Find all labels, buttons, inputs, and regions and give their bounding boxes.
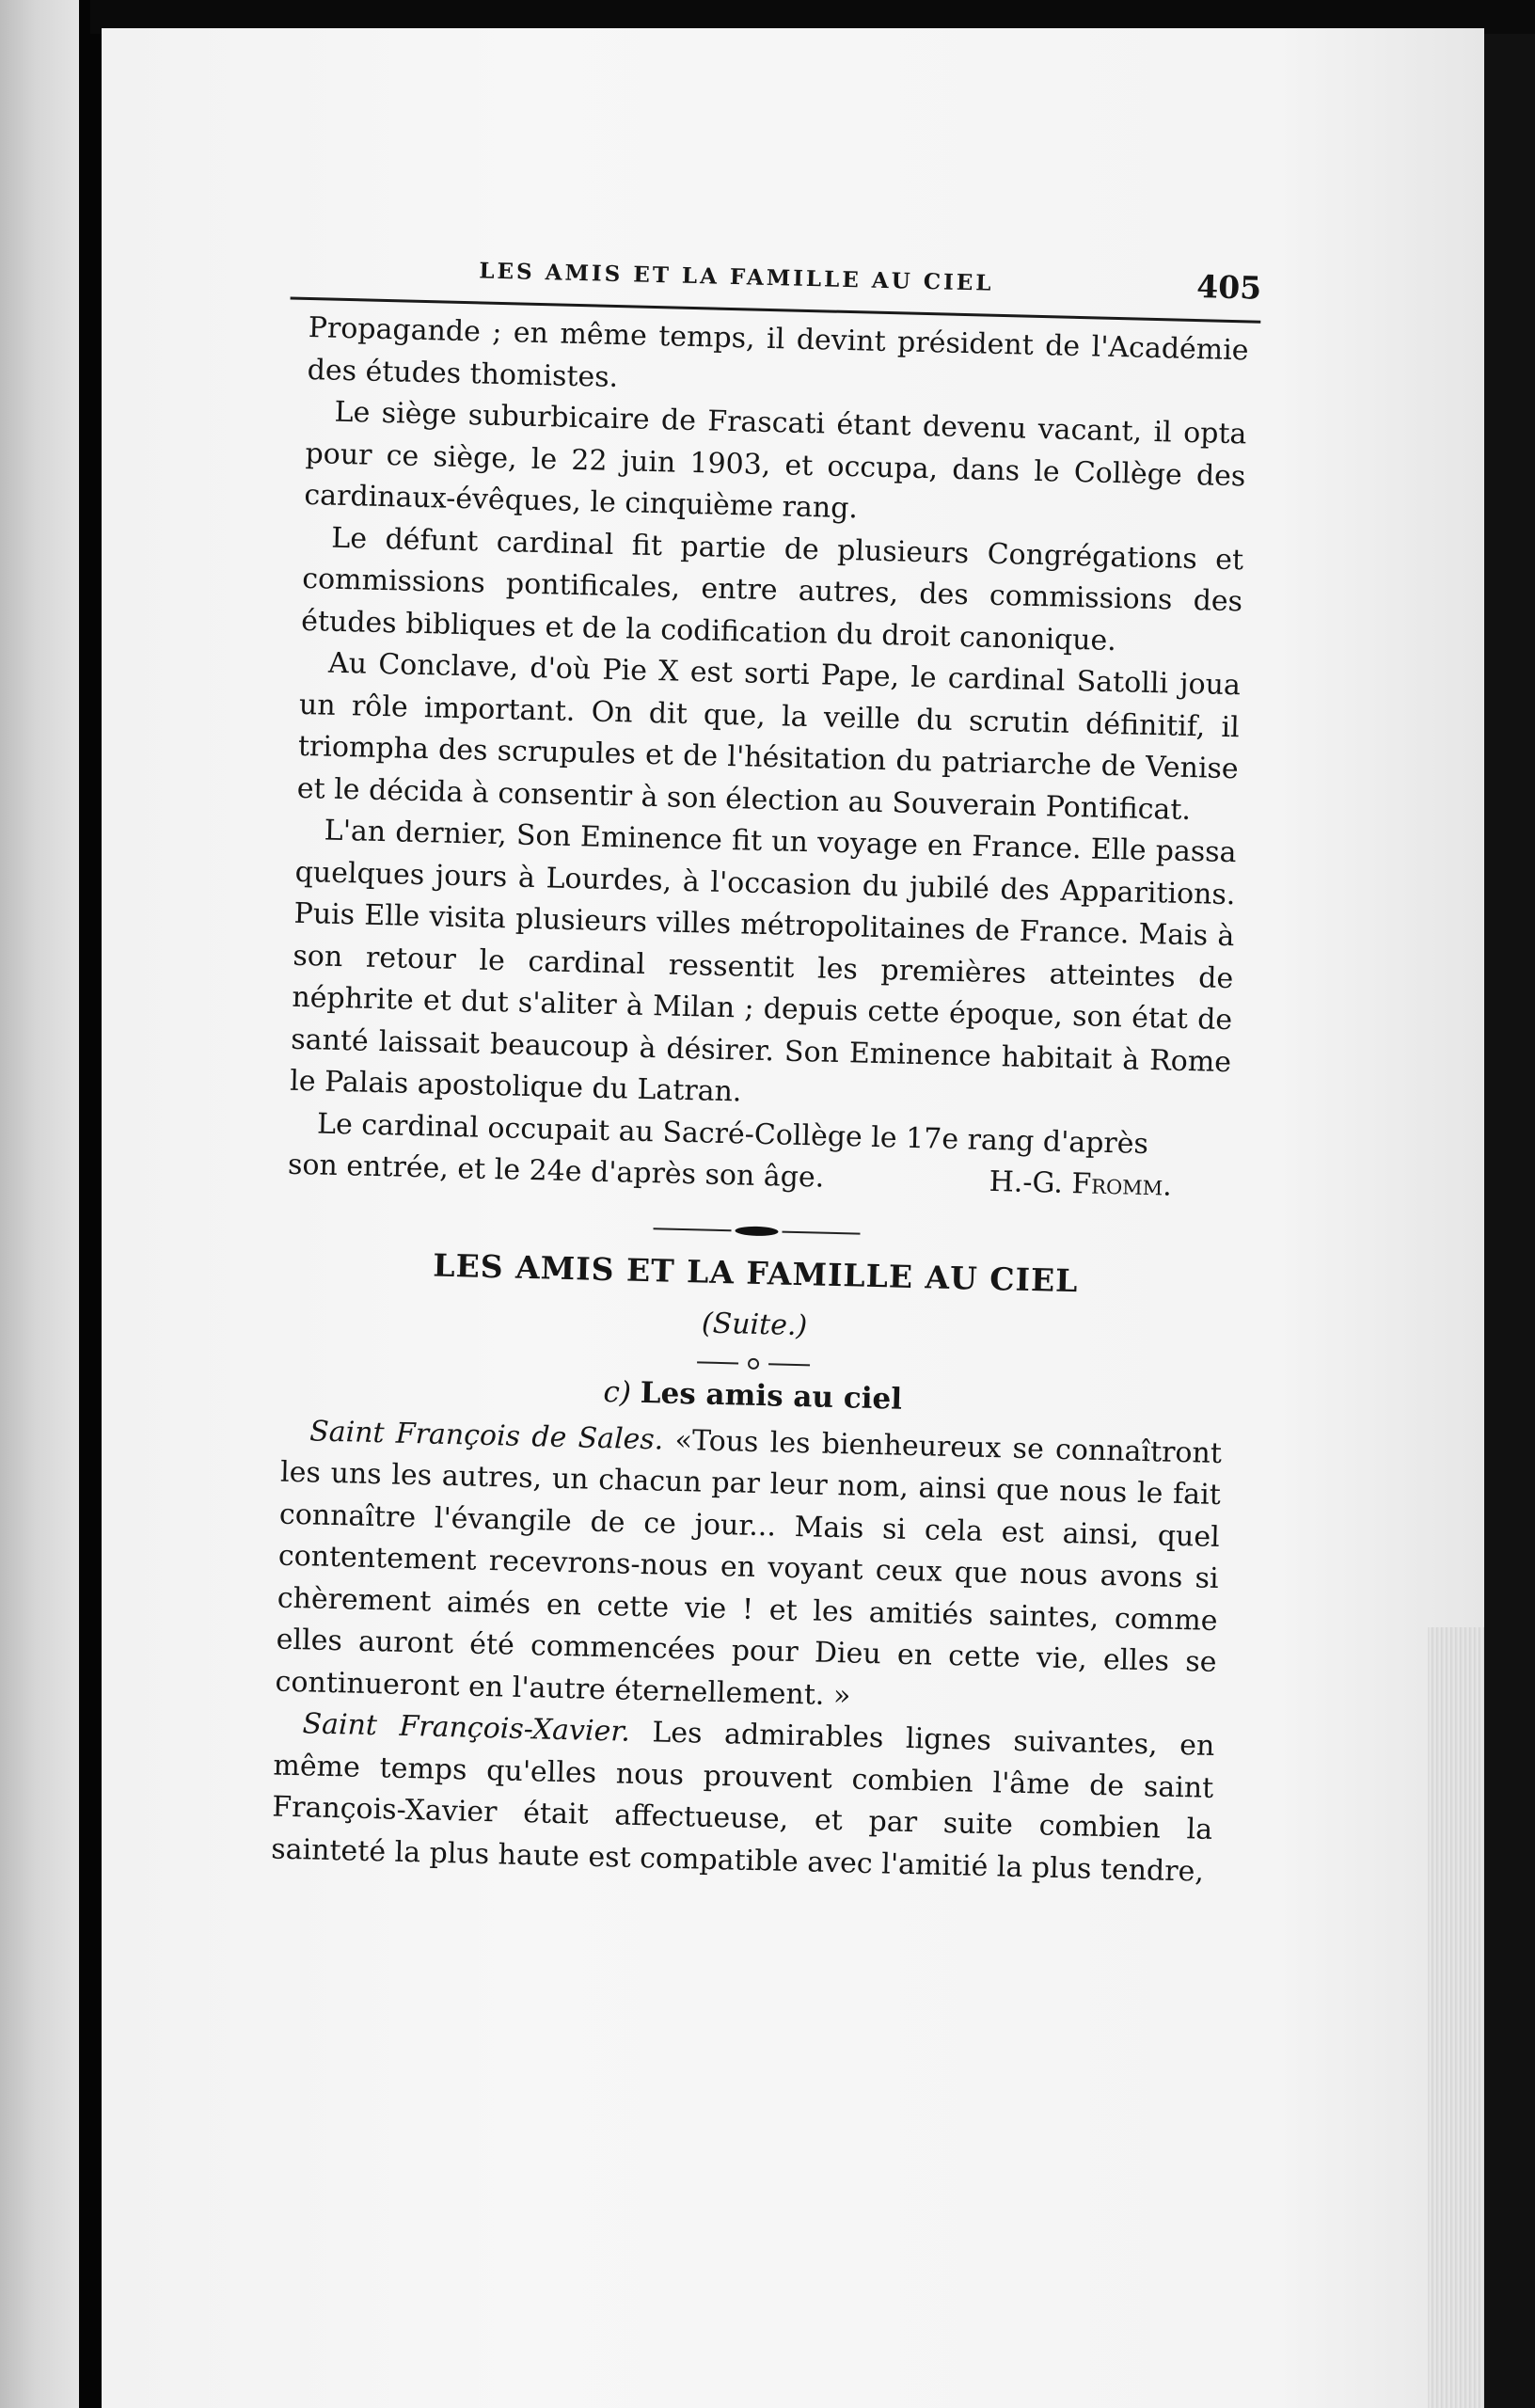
ornament-line-left (654, 1228, 732, 1231)
signature-text: son entrée, et le 24e d'après son âge. (287, 1148, 825, 1195)
small-divider (697, 1356, 810, 1370)
sub-heading-text: Les amis au ciel (640, 1375, 903, 1417)
sub-heading-letter: c) (603, 1374, 632, 1410)
paragraph: L'an dernier, Son Eminence fit un voyage en France. Elle passa quelques jours à Lourdes, à l'occasion du jubilé des Apparitions. Puis Elle visita plusieurs villes métropolitaines de France. Mais à son retour le cardinal ressentit les premières atteintes de néphrite et dut s'aliter à Milan ; depuis cette époque, son état de santé laissait beaucoup à désirer. Son Eminence habitait à Rome le Palais apostolique du Latran. (289, 814, 1237, 1109)
page-number: 405 (1195, 268, 1262, 307)
facing-page-edge (0, 0, 90, 2408)
page-edge-stack (1428, 1627, 1484, 2408)
ornament-center (735, 1226, 778, 1236)
ornament-line-right (782, 1230, 860, 1234)
quote-paragraph (275, 1410, 1222, 1726)
quote-paragraph (271, 1703, 1215, 1893)
divider-line-left (697, 1361, 738, 1364)
section-title: LES AMIS ET LA FAMILLE AU CIEL (433, 1246, 1079, 1299)
quote-source: Saint François-Xavier. (302, 1707, 631, 1749)
section-subtitle: (Suite.) (701, 1307, 808, 1342)
paragraph: Propagande ; en même temps, il devint président de l'Académie des études thomistes. (307, 310, 1249, 394)
divider-circle (748, 1357, 759, 1369)
ornament-divider (653, 1224, 860, 1238)
paragraph: Au Conclave, d'où Pie X est sorti Pape, le cardinal Satolli joua un rôle important. On dit que, la veille du scrutin définitif, il triompha des scrupules et de l'hésitation du patriarche de Venise et le décida à consentir à son élection au Souverain Pontificat. (296, 646, 1242, 827)
quote-text: Les admirables lignes suivantes, en même temps qu'elles nous prouvent combien l'âme de saint François-Xavier était affectueuse, et par suite combien la sainteté la plus haute est compatible avec l'amitié la plus tendre, (270, 1716, 1215, 1889)
paragraph: Le siège suburbicaire de Frascati étant devenu vacant, il opta pour ce siège, le 22 juin 1903, et occupa, dans le Collège des cardinaux-évêques, le cinquième rang. (304, 395, 1247, 526)
book-gutter (79, 0, 103, 2408)
divider-line-right (768, 1363, 810, 1366)
quote-text: «Tous les bienheureux se connaîtront les uns les autres, un chacun par leur nom, ainsi que nous le fait connaître l'évangile de ce jour... Mais si cela est ainsi, quel contentement recevrons-nous en voyant ceux que nous avons si chèrement aimés en cette vie ! et les amitiés saintes, comme elles auront été commencées pour Dieu en cette vie, elles se continueront en l'autre éternellement. » (275, 1423, 1223, 1712)
paragraph: Le défunt cardinal fit partie de plusieurs Congrégations et commissions pontificales, entre autres, des commissions des études bibliques et de la codification du droit canonique. (300, 521, 1244, 657)
paragraph: Le cardinal occupait au Sacré-Collège le 17e rang d'après (316, 1106, 1149, 1161)
quote-source: Saint François de Sales. (309, 1414, 664, 1457)
running-head-title: LES AMIS ET LA FAMILLE AU CIEL (479, 258, 994, 296)
page-text-block (270, 245, 1262, 1893)
signature-author: H.-G. Fromm. (989, 1164, 1173, 1203)
